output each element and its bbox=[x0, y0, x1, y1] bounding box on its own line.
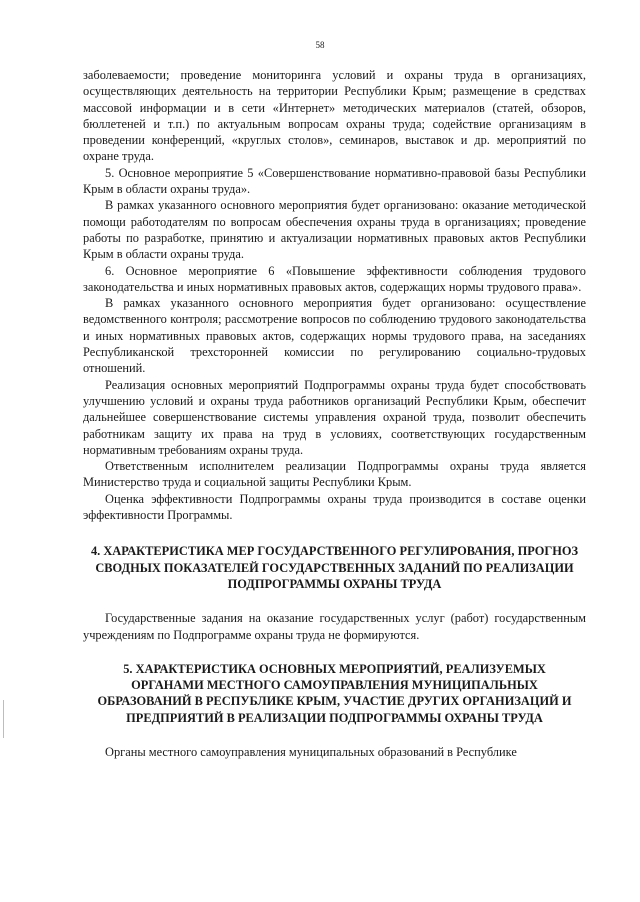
paragraph-measure-5: 5. Основное мероприятие 5 «Совершенствование нормативно-правовой базы Республики Крым в области охраны труда». bbox=[83, 165, 586, 197]
paragraph-responsible: Ответственным исполнителем реализации Подпрограммы охраны труда является Министерство труда и социальной защиты Республики Крым. bbox=[83, 459, 586, 490]
paragraph-measure-6: 6. Основное мероприятие 6 «Повышение эффективности соблюдения трудового законодательства и иных нормативных правовых актов, содержащих нормы трудового права». bbox=[83, 263, 586, 294]
paragraph-measure-5-details: В рамках указанного основного мероприятия будет организовано: оказание методической помощи работодателям по вопросам обеспечения охраны труда в организациях; проведение работы по разработке, принятию и актуализации нормативных правовых актов Республики Крым в области охраны труда. bbox=[83, 198, 586, 262]
paragraph-continuation: заболеваемости; проведение мониторинга условий и охраны труда в организациях, осуществляющих деятельность на территории Республики Крым; размещение в средствах массовой информации и в сети «Интернет» методических материалов (статей, обзоров, бюллетеней и т.п.) по актуальным вопросам охраны труда; содействие организациям в проведении конференций, «круглых столов», семинаров, выставок и др. мероприятий по охране труда. bbox=[83, 68, 586, 164]
paragraph-implementation: Реализация основных мероприятий Подпрограммы охраны труда будет способствовать улучшению условий и охраны труда работников организаций Республики Крым, обеспечит дальнейшее совершенствование системы управления охраной труда, позволит обеспечить работникам защиту их права на труд в условиях, соответствующих государственным нормативным требованиям охраны труда. bbox=[83, 377, 586, 457]
scan-artifact-line bbox=[3, 700, 4, 738]
section-4-heading: 4. ХАРАКТЕРИСТИКА МЕР ГОСУДАРСТВЕННОГО РЕГУЛИРОВАНИЯ, ПРОГНОЗ СВОДНЫХ ПОКАЗАТЕЛЕЙ ГОСУДАРСТВЕННЫХ ЗАДАНИЙ ПО РЕАЛИЗАЦИИ ПОДПРОГРАММЫ ОХРАНЫ ТРУДА bbox=[90, 544, 579, 591]
section-5-paragraph: Органы местного самоуправления муниципальных образований в Республике bbox=[105, 744, 517, 759]
paragraph-evaluation: Оценка эффективности Подпрограммы охраны труда производится в составе оценки эффективности Программы. bbox=[83, 491, 586, 523]
section-4-paragraph: Государственные задания на оказание государственных услуг (работ) государственным учреждениям по Подпрограмме охраны труда не формируются. bbox=[83, 611, 586, 642]
page-number: 58 bbox=[315, 40, 325, 50]
section-5-heading: 5. ХАРАКТЕРИСТИКА ОСНОВНЫХ МЕРОПРИЯТИЙ, РЕАЛИЗУЕМЫХ ОРГАНАМИ МЕСТНОГО САМОУПРАВЛЕНИЯ МУНИЦИПАЛЬНЫХ ОБРАЗОВАНИЙ В РЕСПУБЛИКЕ КРЫМ, УЧАСТИЕ ДРУГИХ ОРГАНИЗАЦИЙ И ПРЕДПРИЯТИЙ В РЕАЛИЗАЦИИ ПОДПРОГРАММЫ ОХРАНЫ ТРУДА bbox=[97, 661, 572, 725]
paragraph-measure-6-details: В рамках указанного основного мероприятия будет организовано: осуществление ведомственного контроля; рассмотрение вопросов по соблюдению трудового законодательства и иных нормативных правовых актов, содержащих нормы трудового права, на заседаниях Республиканской трехсторонней комиссии по регулированию социально-трудовых отношений. bbox=[83, 296, 586, 376]
document-body bbox=[83, 67, 586, 760]
